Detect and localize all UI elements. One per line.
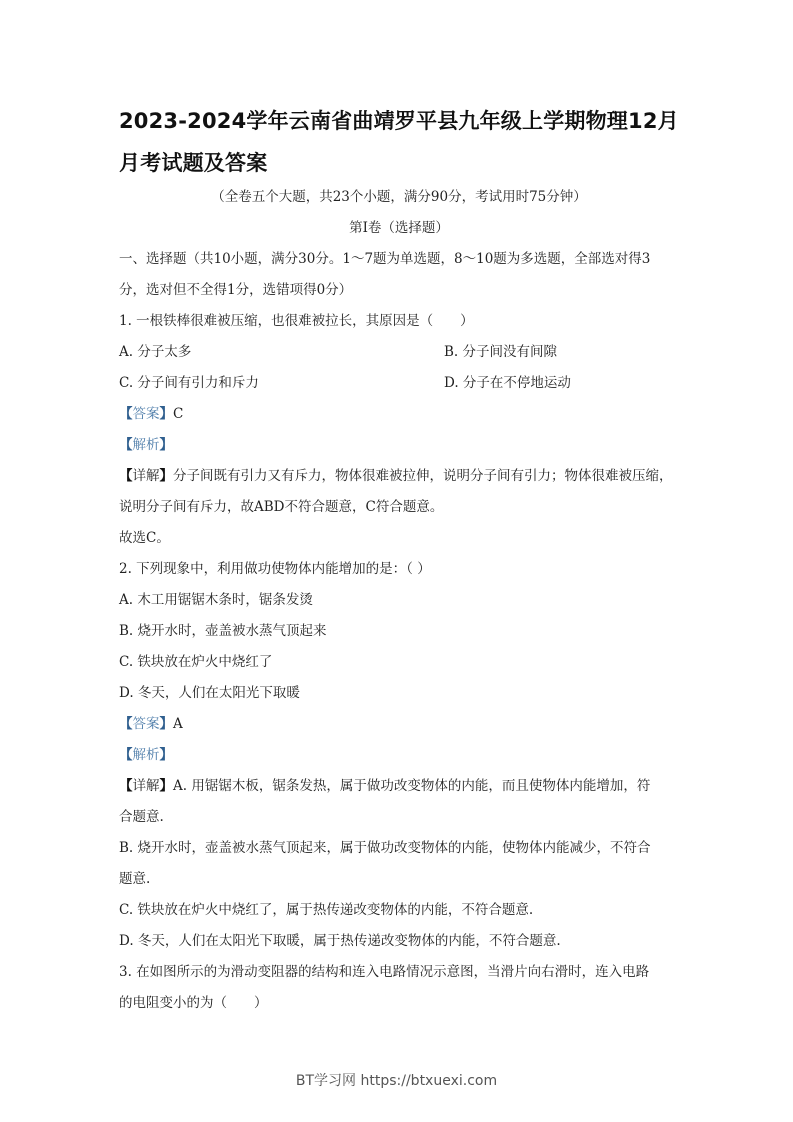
question-2-detail-line-5: C. 铁块放在炉火中烧红了，属于热传递改变物体的内能，不符合题意. [119, 902, 534, 918]
exam-subtitle: （全卷五个大题，共23个小题，满分90分，考试用时75分钟） [211, 189, 587, 205]
question-2-option-c: C. 铁块放在炉火中烧红了 [119, 654, 273, 670]
question-2-detail-line-3: B. 烧开水时，壶盖被水蒸气顶起来，属于做功改变物体的内能，使物体内能减少，不符合 [119, 840, 651, 856]
detail-label: 【详解】 [119, 778, 173, 794]
part-heading: 第Ⅰ卷（选择题） [349, 220, 449, 236]
question-1-detail-line-1: 【详解】分子间既有引力又有斥力，物体很难被拉伸，说明分子间有引力；物体很难被压缩， [119, 468, 673, 484]
question-2-detail-line-2: 合题意. [119, 809, 164, 825]
question-1-detail-line-2: 说明分子间有斥力，故ABD不符合题意，C符合题意。 [119, 499, 444, 515]
question-2-option-d: D. 冬天，人们在太阳光下取暖 [119, 685, 300, 701]
question-2-answer [119, 714, 679, 734]
question-2-stem: 2. 下列现象中，利用做功使物体内能增加的是：（ ） [119, 561, 431, 577]
answer-value: A [173, 716, 183, 732]
question-2-detail-line-4: 题意. [119, 871, 151, 887]
question-1-stem: 1. 一根铁棒很难被压缩，也很难被拉长，其原因是（ ） [119, 313, 474, 329]
answer-label: 【答案】 [119, 716, 173, 732]
footer-watermark: BT学习网 https://btxuexi.com [295, 1073, 498, 1089]
question-1-option-b: B. 分子间没有间隙 [444, 344, 558, 360]
question-3-stem-line-1: 3. 在如图所示的为滑动变阻器的结构和连入电路情况示意图，当滑片向右滑时，连入电路 [119, 964, 650, 980]
question-3-stem-line-2: 的电阻变小的为（ ） [119, 995, 268, 1011]
analysis-label: 【解析】 [119, 437, 173, 453]
question-1-option-c: C. 分子间有引力和斥力 [119, 375, 259, 391]
question-1-option-a: A. 分子太多 [119, 344, 192, 360]
answer-label: 【答案】 [119, 406, 173, 422]
question-1-analysis-label [119, 435, 679, 455]
question-2-option-a: A. 木工用锯锯木条时，锯条发烫 [119, 592, 313, 608]
question-2-detail-line-1: 【详解】A. 用锯锯木板，锯条发热，属于做功改变物体的内能，而且使物体内能增加，符 [119, 778, 651, 794]
section-intro-line-2: 分，选对但不全得1分，选错项得0分） [119, 282, 353, 298]
question-2-analysis-label [119, 745, 679, 765]
detail-label: 【详解】 [119, 468, 173, 484]
question-2-option-b: B. 烧开水时，壶盖被水蒸气顶起来 [119, 623, 327, 639]
title-line-1: 2023-2024学年云南省曲靖罗平县九年级上学期物理12月 [119, 109, 679, 133]
section-intro-line-1: 一、选择题（共10小题，满分30分。1～7题为单选题，8～10题为多选题，全部选对得3 [119, 251, 651, 267]
analysis-label: 【解析】 [119, 747, 173, 763]
answer-value: C [173, 406, 184, 422]
question-2-detail-line-6: D. 冬天，人们在太阳光下取暖，属于热传递改变物体的内能，不符合题意. [119, 933, 561, 949]
question-1-conclusion: 故选C。 [119, 530, 170, 546]
title-line-2: 月考试题及答案 [119, 151, 268, 175]
question-1-answer [119, 404, 679, 424]
question-1-option-d: D. 分子在不停地运动 [444, 375, 571, 391]
document-title [119, 100, 679, 184]
